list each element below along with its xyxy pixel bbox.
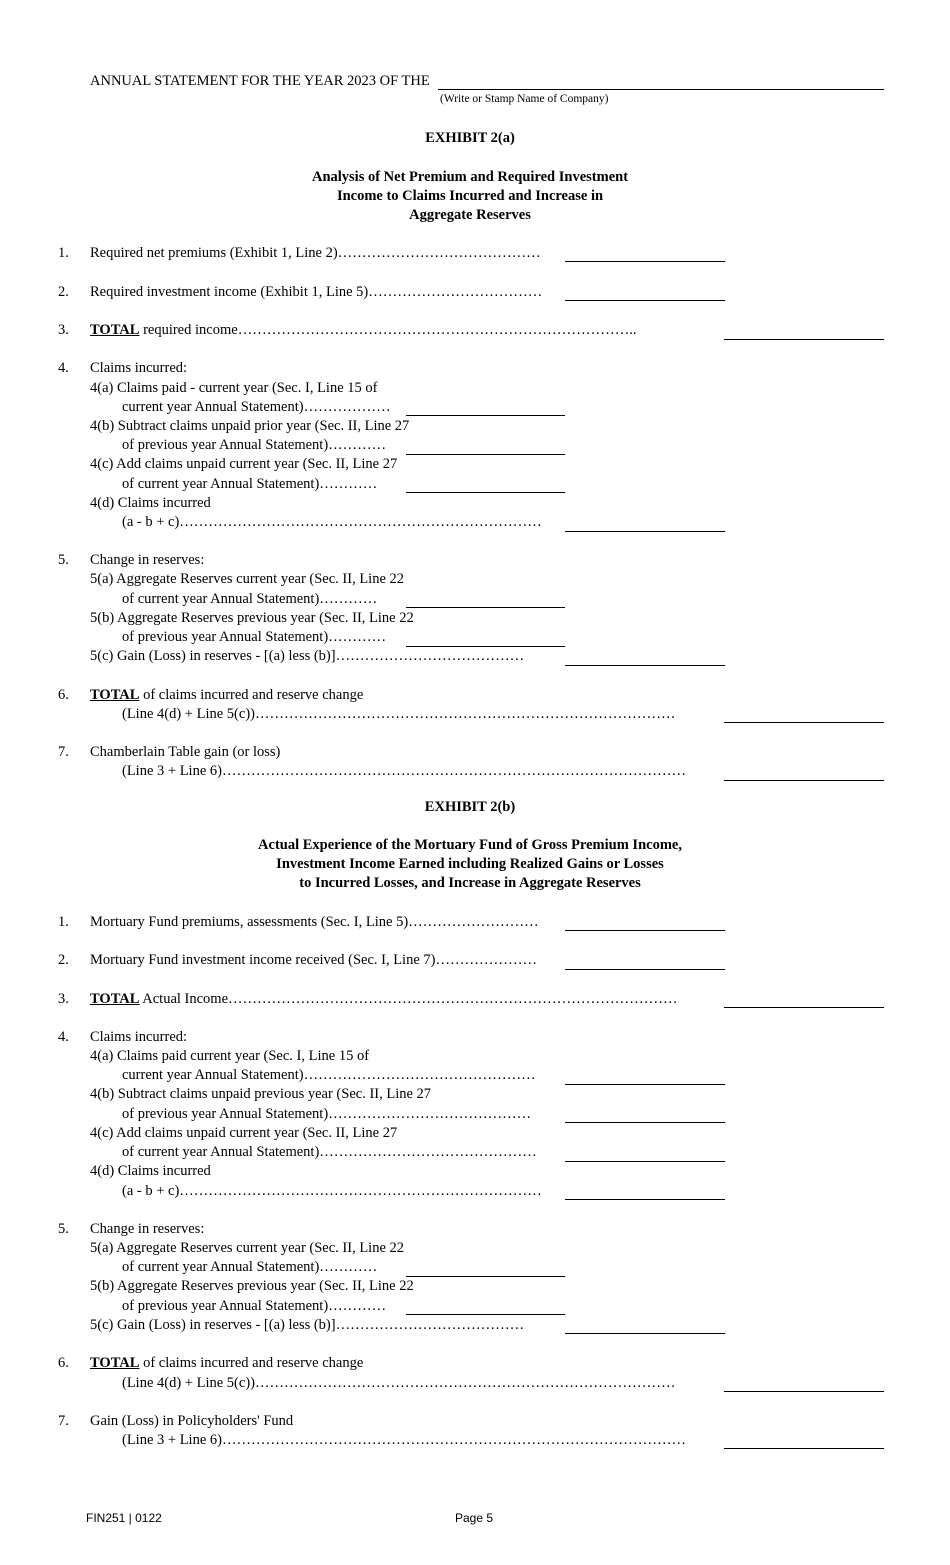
reserves-gain-loss-field[interactable] xyxy=(565,1333,725,1334)
company-caption: (Write or Stamp Name of Company) xyxy=(440,93,609,105)
reserves-current-label-1: 5(a) Aggregate Reserves current year (Sec. II, Line 22 xyxy=(90,1240,405,1256)
label-text: Mortuary Fund investment income received (Sec. I, Line 7) xyxy=(90,952,436,968)
total-label: TOTAL xyxy=(90,1355,140,1371)
reserves-current-label-1: 5(a) Aggregate Reserves current year (Sec. II, Line 22 xyxy=(90,571,405,587)
change-in-reserves-heading: Change in reserves: xyxy=(90,1221,205,1237)
company-name-field[interactable] xyxy=(438,89,884,90)
label-text: required income xyxy=(139,322,238,338)
label-text: of claims incurred and reserve change xyxy=(139,687,364,703)
label-text: of previous year Annual Statement) xyxy=(122,437,329,453)
line-number: 7. xyxy=(58,744,69,760)
claims-paid-field[interactable] xyxy=(406,415,565,416)
label-text: of current year Annual Statement) xyxy=(122,1259,320,1275)
mortuary-premiums-label: Mortuary Fund premiums, assessments (Sec. I, Line 5)……………………… xyxy=(90,914,539,930)
total-label: TOTAL xyxy=(90,322,140,338)
exhibit-2b-subtitle-1: Actual Experience of the Mortuary Fund of Gross Premium Income, xyxy=(258,837,682,853)
total-claims-reserve-field[interactable] xyxy=(724,1391,884,1392)
policyholders-fund-gain-label-2: (Line 3 + Line 6)…………………………………………………………………………………… xyxy=(122,1432,686,1448)
total-label: TOTAL xyxy=(90,687,140,703)
chamberlain-gain-label-1: Chamberlain Table gain (or loss) xyxy=(90,744,281,760)
line-number: 5. xyxy=(58,552,69,568)
policyholders-fund-gain-label-1: Gain (Loss) in Policyholders' Fund xyxy=(90,1413,294,1429)
claims-incurred-field[interactable] xyxy=(565,1199,725,1200)
label-text: Mortuary Fund premiums, assessments (Sec. I, Line 5) xyxy=(90,914,409,930)
reserves-previous-label-1: 5(b) Aggregate Reserves previous year (Sec. II, Line 22 xyxy=(90,1278,414,1294)
claims-unpaid-current-label-1: 4(c) Add claims unpaid current year (Sec. II, Line 27 xyxy=(90,456,398,472)
line-number: 7. xyxy=(58,1413,69,1429)
claims-incurred-heading: Claims incurred: xyxy=(90,360,188,376)
line-number: 4. xyxy=(58,360,69,376)
label-text: (Line 3 + Line 6) xyxy=(122,1432,222,1448)
required-investment-income-field[interactable] xyxy=(565,300,725,301)
claims-incurred-label-1: 4(d) Claims incurred xyxy=(90,1163,211,1179)
total-label: TOTAL xyxy=(90,991,140,1007)
claims-incurred-label-2: (a - b + c)………………………………………………………………… xyxy=(122,1183,542,1199)
claims-incurred-field[interactable] xyxy=(565,531,725,532)
claims-unpaid-previous-field[interactable] xyxy=(565,1122,725,1123)
label-text: of current year Annual Statement) xyxy=(122,591,320,607)
mortuary-premiums-field[interactable] xyxy=(565,930,725,931)
reserves-gain-loss-label: 5(c) Gain (Loss) in reserves - [(a) less (b)]………………………………… xyxy=(90,648,525,664)
label-text: 5(c) Gain (Loss) in reserves - [(a) less (b)] xyxy=(90,1317,336,1333)
claims-incurred-label-2: (a - b + c)………………………………………………………………… xyxy=(122,514,542,530)
reserves-current-field[interactable] xyxy=(406,607,565,608)
label-text: current year Annual Statement) xyxy=(122,1067,304,1083)
form-id: FIN251 | 0122 xyxy=(86,1511,162,1525)
change-in-reserves-heading: Change in reserves: xyxy=(90,552,205,568)
total-claims-reserve-label-1 xyxy=(90,1354,363,1373)
required-net-premiums-field[interactable] xyxy=(565,261,725,262)
claims-unpaid-prior-field[interactable] xyxy=(406,454,565,455)
line-number: 6. xyxy=(58,687,69,703)
label-text: (Line 4(d) + Line 5(c)) xyxy=(122,706,255,722)
label-text: (a - b + c) xyxy=(122,514,180,530)
reserves-previous-field[interactable] xyxy=(406,1314,565,1315)
line-number: 6. xyxy=(58,1355,69,1371)
page-number: Page 5 xyxy=(455,1511,494,1525)
reserves-previous-label-2: of previous year Annual Statement)………… xyxy=(122,629,387,645)
label-text: Required investment income (Exhibit 1, Line 5) xyxy=(90,284,369,300)
label-text: Required net premiums (Exhibit 1, Line 2) xyxy=(90,245,338,261)
claims-unpaid-current-label-2: of current year Annual Statement)……………………………………… xyxy=(122,1144,537,1160)
total-claims-reserve-label-1 xyxy=(90,686,363,705)
line-number: 1. xyxy=(58,245,69,261)
reserves-current-label-2: of current year Annual Statement)………… xyxy=(122,591,378,607)
label-text: (Line 4(d) + Line 5(c)) xyxy=(122,1375,255,1391)
label-text: of previous year Annual Statement) xyxy=(122,1106,329,1122)
exhibit-2a-subtitle-1: Analysis of Net Premium and Required Investment xyxy=(311,169,629,185)
claims-unpaid-previous-label-1: 4(b) Subtract claims unpaid previous year (Sec. II, Line 27 xyxy=(90,1086,432,1102)
reserves-gain-loss-label: 5(c) Gain (Loss) in reserves - [(a) less (b)]………………………………… xyxy=(90,1317,525,1333)
claims-unpaid-current-field[interactable] xyxy=(565,1161,725,1162)
label-text: of claims incurred and reserve change xyxy=(139,1355,364,1371)
reserves-gain-loss-field[interactable] xyxy=(565,665,725,666)
claims-paid-label-1: 4(a) Claims paid - current year (Sec. I, Line 15 of xyxy=(90,380,378,396)
total-claims-reserve-label-2: (Line 4(d) + Line 5(c))…………………………………………………………………………… xyxy=(122,706,676,722)
exhibit-2b-subtitle-3: to Incurred Losses, and Increase in Aggregate Reserves xyxy=(299,875,641,891)
claims-paid-label-2: current year Annual Statement)………………………………………… xyxy=(122,1067,536,1083)
reserves-current-label-2: of current year Annual Statement)………… xyxy=(122,1259,378,1275)
claims-unpaid-previous-label-2: of previous year Annual Statement)…………………………………… xyxy=(122,1106,532,1122)
reserves-previous-label-2: of previous year Annual Statement)………… xyxy=(122,1298,387,1314)
statement-header: ANNUAL STATEMENT FOR THE YEAR 2023 OF THE xyxy=(90,73,430,89)
total-required-income-field[interactable] xyxy=(724,339,884,340)
total-claims-reserve-field[interactable] xyxy=(724,722,884,723)
line-number: 3. xyxy=(58,322,69,338)
line-number: 3. xyxy=(58,991,69,1007)
label-text: of previous year Annual Statement) xyxy=(122,1298,329,1314)
claims-incurred-heading: Claims incurred: xyxy=(90,1029,188,1045)
claims-paid-label-1: 4(a) Claims paid current year (Sec. I, Line 15 of xyxy=(90,1048,370,1064)
label-text: of current year Annual Statement) xyxy=(122,1144,320,1160)
label-text: of previous year Annual Statement) xyxy=(122,629,329,645)
policyholders-fund-gain-field[interactable] xyxy=(724,1448,884,1449)
claims-unpaid-prior-label-2: of previous year Annual Statement)………… xyxy=(122,437,387,453)
exhibit-2a-subtitle-2: Income to Claims Incurred and Increase in xyxy=(336,188,604,204)
exhibit-2a-title: EXHIBIT 2(a) xyxy=(425,130,515,146)
label-text: of current year Annual Statement) xyxy=(122,476,320,492)
required-investment-income-label: Required investment income (Exhibit 1, Line 5)……………………………… xyxy=(90,284,543,300)
mortuary-investment-income-label: Mortuary Fund investment income received (Sec. I, Line 7)………………… xyxy=(90,952,537,968)
exhibit-2b-title: EXHIBIT 2(b) xyxy=(424,799,516,815)
total-required-income-label: TOTAL required income……………………………………………………………………….. xyxy=(90,322,637,338)
reserves-current-field[interactable] xyxy=(406,1276,565,1277)
claims-paid-label-2: current year Annual Statement)……………… xyxy=(122,399,391,415)
total-actual-income-field[interactable] xyxy=(724,1007,884,1008)
line-number: 2. xyxy=(58,952,69,968)
claims-incurred-label-1: 4(d) Claims incurred xyxy=(90,495,211,511)
exhibit-2b-subtitle-2: Investment Income Earned including Realized Gains or Losses xyxy=(276,856,664,872)
line-number: 2. xyxy=(58,284,69,300)
line-number: 1. xyxy=(58,914,69,930)
label-text: Actual Income xyxy=(139,991,229,1007)
total-claims-reserve-label-2: (Line 4(d) + Line 5(c))…………………………………………………………………………… xyxy=(122,1375,676,1391)
claims-unpaid-current-label-1: 4(c) Add claims unpaid current year (Sec. II, Line 27 xyxy=(90,1125,398,1141)
claims-unpaid-prior-label-1: 4(b) Subtract claims unpaid prior year (Sec. II, Line 27 xyxy=(90,418,410,434)
claims-unpaid-current-label-2: of current year Annual Statement)………… xyxy=(122,476,378,492)
chamberlain-gain-label-2: (Line 3 + Line 6)…………………………………………………………………………………… xyxy=(122,763,686,779)
line-number: 4. xyxy=(58,1029,69,1045)
label-text: (a - b + c) xyxy=(122,1183,180,1199)
label-text: (Line 3 + Line 6) xyxy=(122,763,222,779)
exhibit-2a-subtitle-3: Aggregate Reserves xyxy=(409,207,531,223)
label-text: current year Annual Statement) xyxy=(122,399,304,415)
claims-unpaid-current-field[interactable] xyxy=(406,492,565,493)
reserves-previous-label-1: 5(b) Aggregate Reserves previous year (Sec. II, Line 22 xyxy=(90,610,414,626)
required-net-premiums-label: Required net premiums (Exhibit 1, Line 2)…………………………………… xyxy=(90,245,541,261)
chamberlain-gain-field[interactable] xyxy=(724,780,884,781)
label-text: 5(c) Gain (Loss) in reserves - [(a) less (b)] xyxy=(90,648,336,664)
total-actual-income-label: TOTAL Actual Income………………………………………………………………………………… xyxy=(90,991,678,1007)
mortuary-investment-income-field[interactable] xyxy=(565,969,725,970)
line-number: 5. xyxy=(58,1221,69,1237)
claims-paid-field[interactable] xyxy=(565,1084,725,1085)
